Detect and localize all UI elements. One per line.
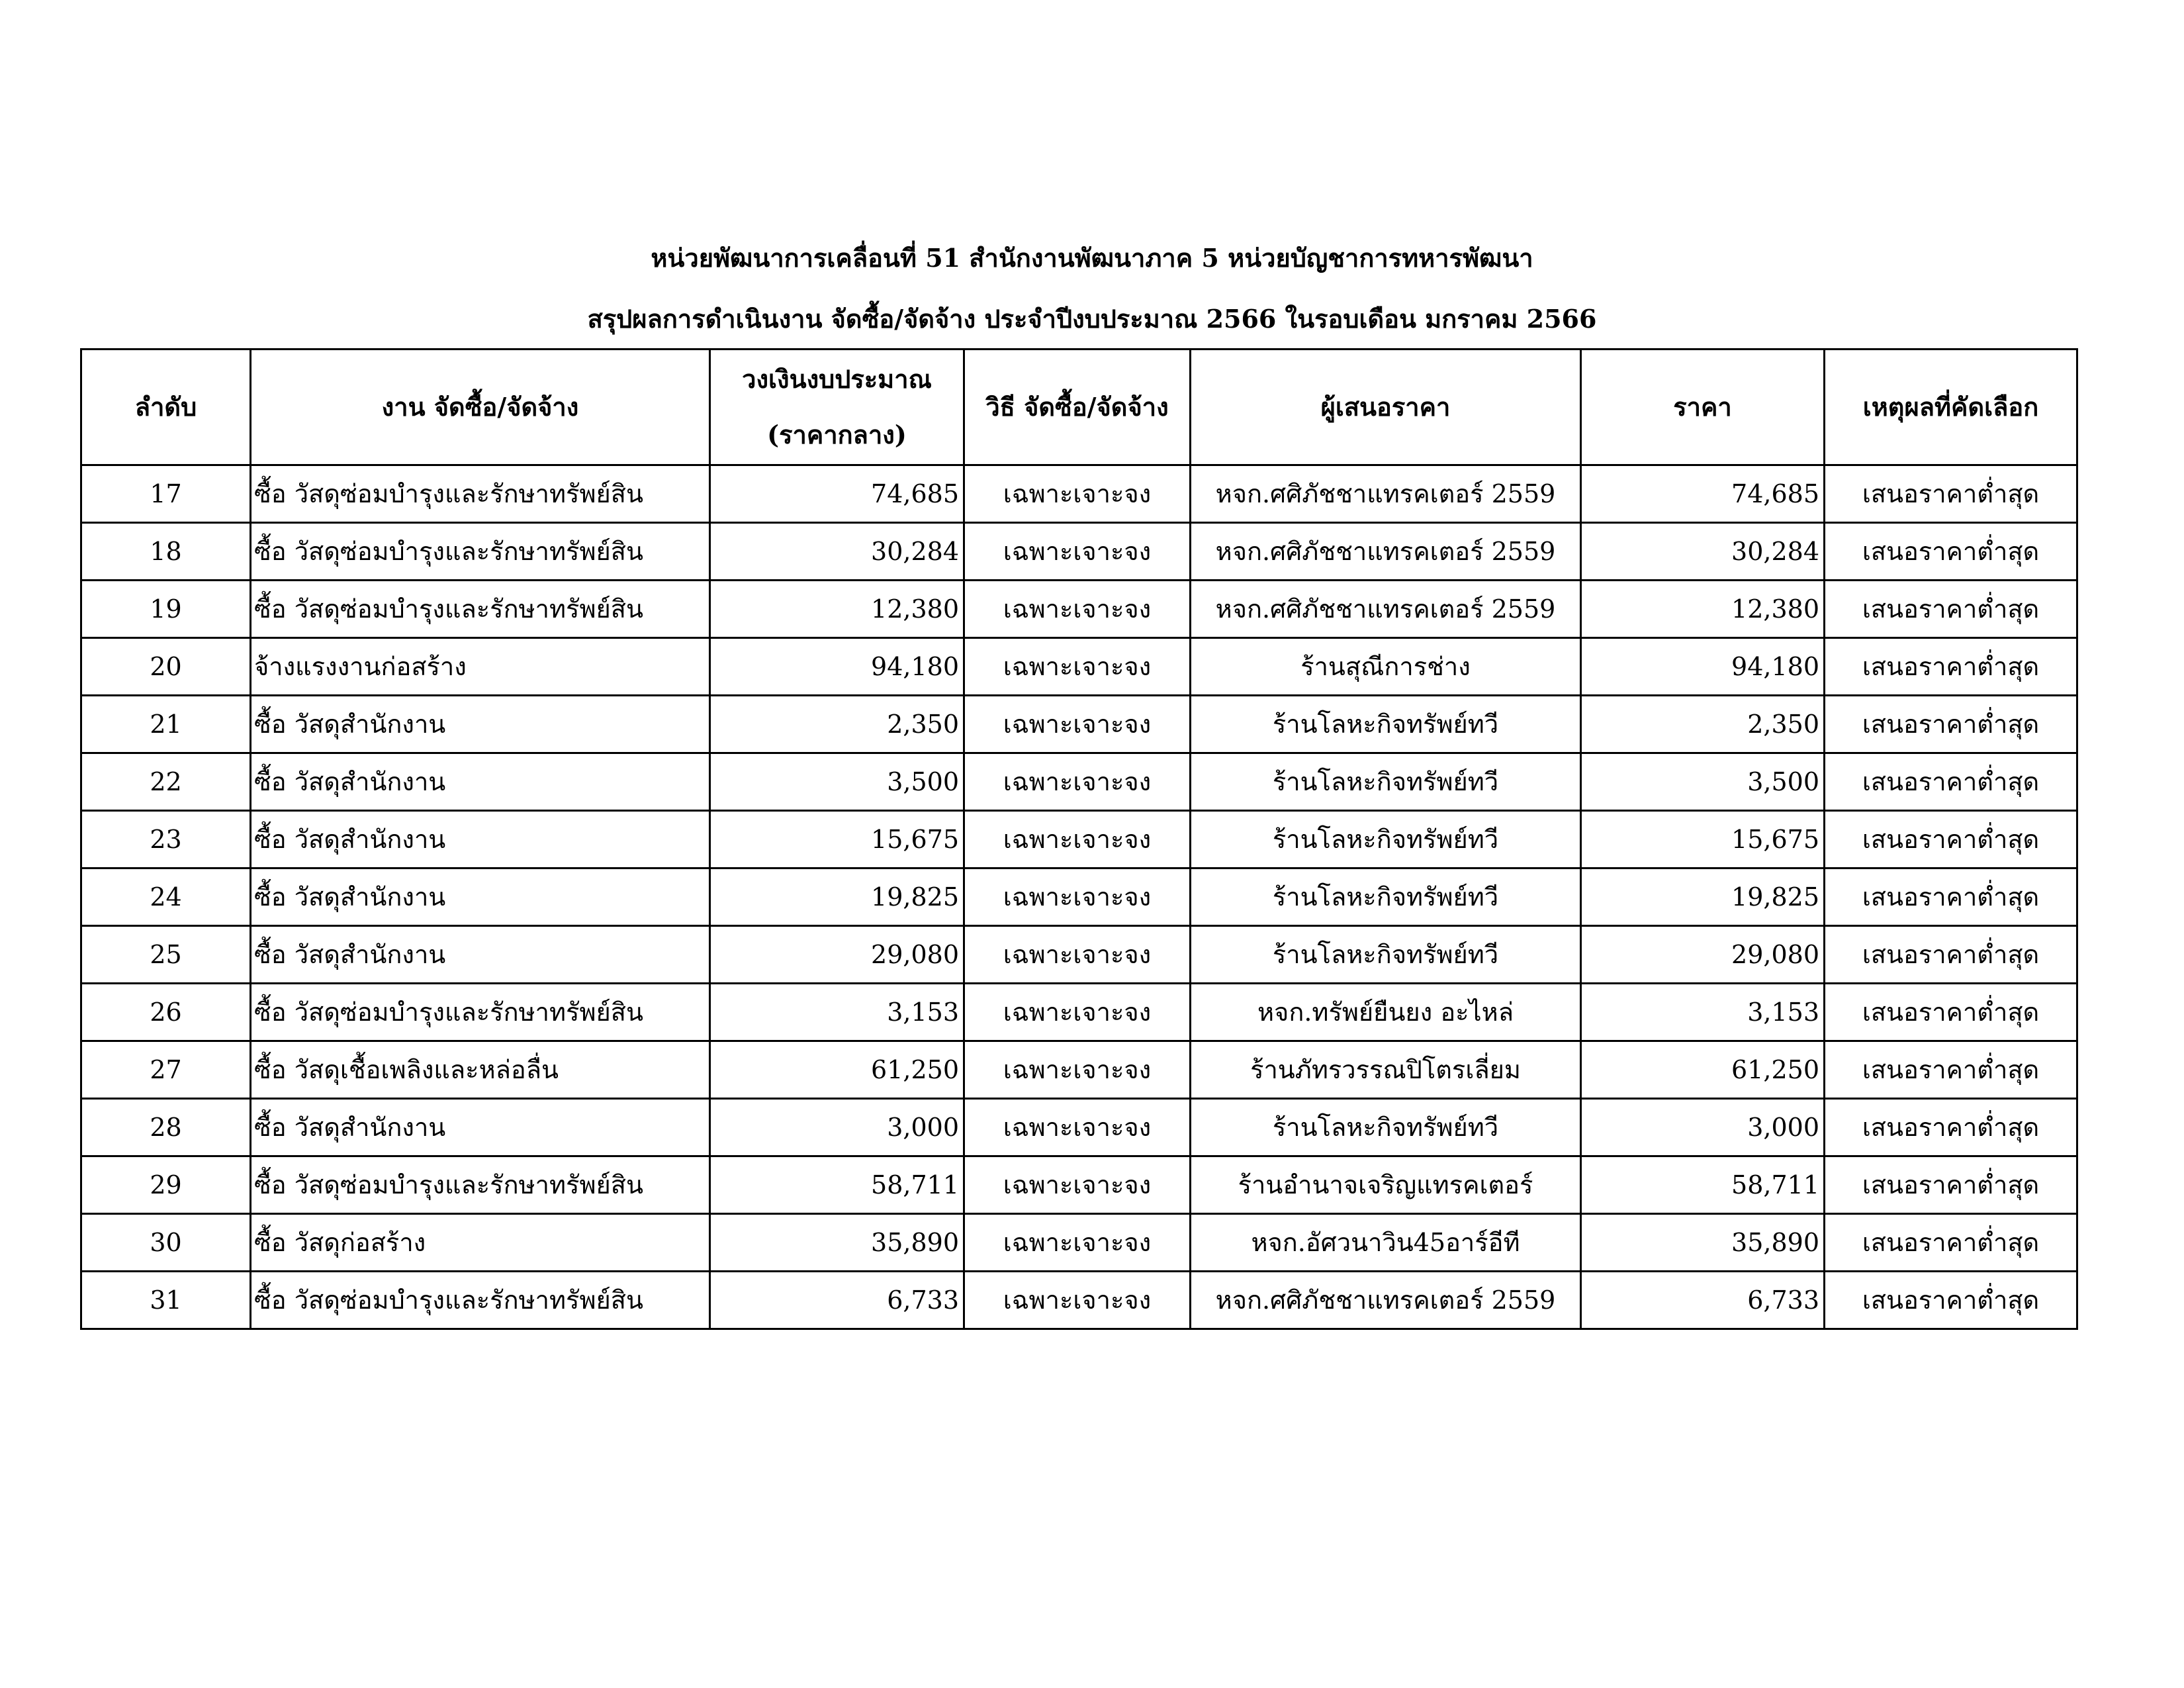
table-row bbox=[81, 523, 2077, 581]
cell-job: ซื้อ วัสดุสำนักงาน bbox=[251, 696, 710, 753]
cell-bidder: ร้านอำนาจเจริญแทรคเตอร์ bbox=[1191, 1156, 1581, 1214]
cell-reason: เสนอราคาต่ำสุด bbox=[1825, 1214, 2077, 1272]
cell-bidder: ร้านโลหะกิจทรัพย์ทวี bbox=[1191, 696, 1581, 753]
table-row bbox=[81, 1272, 2077, 1329]
cell-method: เฉพาะเจาะจง bbox=[964, 1156, 1191, 1214]
cell-method: เฉพาะเจาะจง bbox=[964, 1099, 1191, 1156]
cell-reason: เสนอราคาต่ำสุด bbox=[1825, 696, 2077, 753]
cell-price: 3,153 bbox=[1581, 984, 1825, 1041]
cell-bidder: ร้านโลหะกิจทรัพย์ทวี bbox=[1191, 811, 1581, 868]
cell-price: 19,825 bbox=[1581, 868, 1825, 926]
cell-budget: 6,733 bbox=[710, 1272, 964, 1329]
cell-job: ซื้อ วัสดุก่อสร้าง bbox=[251, 1214, 710, 1272]
cell-price: 2,350 bbox=[1581, 696, 1825, 753]
cell-reason: เสนอราคาต่ำสุด bbox=[1825, 1041, 2077, 1099]
cell-job: ซื้อ วัสดุสำนักงาน bbox=[251, 868, 710, 926]
table-row bbox=[81, 753, 2077, 811]
cell-reason: เสนอราคาต่ำสุด bbox=[1825, 1156, 2077, 1214]
cell-no: 21 bbox=[81, 696, 251, 753]
cell-price: 61,250 bbox=[1581, 1041, 1825, 1099]
cell-bidder: หจก.ทรัพย์ยืนยง อะไหล่ bbox=[1191, 984, 1581, 1041]
col-header-bidder: ผู้เสนอราคา bbox=[1191, 350, 1581, 465]
table-row bbox=[81, 465, 2077, 523]
table-row bbox=[81, 811, 2077, 868]
cell-job: จ้างแรงงานก่อสร้าง bbox=[251, 638, 710, 696]
cell-reason: เสนอราคาต่ำสุด bbox=[1825, 1099, 2077, 1156]
cell-budget: 2,350 bbox=[710, 696, 964, 753]
cell-budget: 29,080 bbox=[710, 926, 964, 984]
cell-reason: เสนอราคาต่ำสุด bbox=[1825, 465, 2077, 523]
cell-budget: 58,711 bbox=[710, 1156, 964, 1214]
table-row bbox=[81, 696, 2077, 753]
col-header-reason: เหตุผลที่คัดเลือก bbox=[1825, 350, 2077, 465]
table-row bbox=[81, 581, 2077, 638]
cell-job: ซื้อ วัสดุซ่อมบำรุงและรักษาทรัพย์สิน bbox=[251, 465, 710, 523]
cell-bidder: หจก.ศศิภัชชาแทรคเตอร์ 2559 bbox=[1191, 523, 1581, 581]
cell-price: 12,380 bbox=[1581, 581, 1825, 638]
table-header-row bbox=[81, 350, 2077, 465]
cell-budget: 3,500 bbox=[710, 753, 964, 811]
cell-method: เฉพาะเจาะจง bbox=[964, 581, 1191, 638]
cell-budget: 30,284 bbox=[710, 523, 964, 581]
cell-price: 30,284 bbox=[1581, 523, 1825, 581]
cell-method: เฉพาะเจาะจง bbox=[964, 926, 1191, 984]
cell-method: เฉพาะเจาะจง bbox=[964, 696, 1191, 753]
table-row bbox=[81, 1099, 2077, 1156]
cell-method: เฉพาะเจาะจง bbox=[964, 1041, 1191, 1099]
cell-no: 18 bbox=[81, 523, 251, 581]
cell-bidder: หจก.อัศวนาวิน45อาร์อีที bbox=[1191, 1214, 1581, 1272]
cell-price: 58,711 bbox=[1581, 1156, 1825, 1214]
cell-budget: 3,000 bbox=[710, 1099, 964, 1156]
cell-bidder: ร้านสุณีการช่าง bbox=[1191, 638, 1581, 696]
cell-no: 24 bbox=[81, 868, 251, 926]
cell-job: ซื้อ วัสดุสำนักงาน bbox=[251, 753, 710, 811]
cell-reason: เสนอราคาต่ำสุด bbox=[1825, 753, 2077, 811]
table-row bbox=[81, 926, 2077, 984]
cell-no: 27 bbox=[81, 1041, 251, 1099]
cell-reason: เสนอราคาต่ำสุด bbox=[1825, 984, 2077, 1041]
cell-method: เฉพาะเจาะจง bbox=[964, 638, 1191, 696]
col-header-no: ลำดับ bbox=[81, 350, 251, 465]
cell-job: ซื้อ วัสดุเชื้อเพลิงและหล่อลื่น bbox=[251, 1041, 710, 1099]
cell-budget: 61,250 bbox=[710, 1041, 964, 1099]
cell-no: 29 bbox=[81, 1156, 251, 1214]
col-header-price: ราคา bbox=[1581, 350, 1825, 465]
cell-bidder: ร้านโลหะกิจทรัพย์ทวี bbox=[1191, 868, 1581, 926]
cell-method: เฉพาะเจาะจง bbox=[964, 523, 1191, 581]
cell-bidder: ร้านภัทรวรรณปิโตรเลี่ยม bbox=[1191, 1041, 1581, 1099]
cell-budget: 94,180 bbox=[710, 638, 964, 696]
cell-reason: เสนอราคาต่ำสุด bbox=[1825, 638, 2077, 696]
cell-bidder: หจก.ศศิภัชชาแทรคเตอร์ 2559 bbox=[1191, 465, 1581, 523]
table-row bbox=[81, 638, 2077, 696]
table-body bbox=[81, 465, 2077, 1329]
cell-budget: 74,685 bbox=[710, 465, 964, 523]
table-row bbox=[81, 868, 2077, 926]
cell-price: 15,675 bbox=[1581, 811, 1825, 868]
cell-bidder: ร้านโลหะกิจทรัพย์ทวี bbox=[1191, 1099, 1581, 1156]
table-row bbox=[81, 1214, 2077, 1272]
cell-job: ซื้อ วัสดุซ่อมบำรุงและรักษาทรัพย์สิน bbox=[251, 1156, 710, 1214]
cell-reason: เสนอราคาต่ำสุด bbox=[1825, 926, 2077, 984]
cell-no: 31 bbox=[81, 1272, 251, 1329]
cell-no: 19 bbox=[81, 581, 251, 638]
col-header-budget-line2: (ราคากลาง) bbox=[767, 420, 907, 449]
cell-job: ซื้อ วัสดุสำนักงาน bbox=[251, 926, 710, 984]
cell-bidder: ร้านโลหะกิจทรัพย์ทวี bbox=[1191, 753, 1581, 811]
cell-budget: 12,380 bbox=[710, 581, 964, 638]
cell-method: เฉพาะเจาะจง bbox=[964, 1214, 1191, 1272]
col-header-method: วิธี จัดซื้อ/จัดจ้าง bbox=[964, 350, 1191, 465]
cell-budget: 15,675 bbox=[710, 811, 964, 868]
cell-price: 74,685 bbox=[1581, 465, 1825, 523]
cell-no: 25 bbox=[81, 926, 251, 984]
cell-method: เฉพาะเจาะจง bbox=[964, 753, 1191, 811]
cell-method: เฉพาะเจาะจง bbox=[964, 1272, 1191, 1329]
cell-no: 22 bbox=[81, 753, 251, 811]
cell-no: 23 bbox=[81, 811, 251, 868]
cell-bidder: ร้านโลหะกิจทรัพย์ทวี bbox=[1191, 926, 1581, 984]
cell-reason: เสนอราคาต่ำสุด bbox=[1825, 1272, 2077, 1329]
table-row bbox=[81, 1156, 2077, 1214]
cell-job: ซื้อ วัสดุซ่อมบำรุงและรักษาทรัพย์สิน bbox=[251, 1272, 710, 1329]
cell-no: 20 bbox=[81, 638, 251, 696]
cell-reason: เสนอราคาต่ำสุด bbox=[1825, 868, 2077, 926]
document-title: หน่วยพัฒนาการเคลื่อนที่ 51 สำนักงานพัฒนาภาค 5 หน่วยบัญชาการทหารพัฒนา bbox=[651, 243, 1533, 273]
cell-price: 3,000 bbox=[1581, 1099, 1825, 1156]
table-row bbox=[81, 984, 2077, 1041]
document-subtitle: สรุปผลการดำเนินงาน จัดซื้อ/จัดจ้าง ประจำปีงบประมาณ 2566 ในรอบเดือน มกราคม 2566 bbox=[587, 304, 1597, 334]
cell-no: 26 bbox=[81, 984, 251, 1041]
cell-budget: 35,890 bbox=[710, 1214, 964, 1272]
cell-job: ซื้อ วัสดุสำนักงาน bbox=[251, 1099, 710, 1156]
cell-job: ซื้อ วัสดุสำนักงาน bbox=[251, 811, 710, 868]
cell-reason: เสนอราคาต่ำสุด bbox=[1825, 581, 2077, 638]
cell-method: เฉพาะเจาะจง bbox=[964, 984, 1191, 1041]
col-header-budget bbox=[710, 350, 964, 465]
table-row bbox=[81, 1041, 2077, 1099]
col-header-job: งาน จัดซื้อ/จัดจ้าง bbox=[251, 350, 710, 465]
cell-bidder: หจก.ศศิภัชชาแทรคเตอร์ 2559 bbox=[1191, 581, 1581, 638]
cell-no: 17 bbox=[81, 465, 251, 523]
procurement-table bbox=[80, 348, 2078, 1330]
cell-bidder: หจก.ศศิภัชชาแทรคเตอร์ 2559 bbox=[1191, 1272, 1581, 1329]
cell-budget: 3,153 bbox=[710, 984, 964, 1041]
cell-budget: 19,825 bbox=[710, 868, 964, 926]
cell-method: เฉพาะเจาะจง bbox=[964, 811, 1191, 868]
cell-price: 94,180 bbox=[1581, 638, 1825, 696]
cell-price: 6,733 bbox=[1581, 1272, 1825, 1329]
cell-method: เฉพาะเจาะจง bbox=[964, 868, 1191, 926]
cell-price: 3,500 bbox=[1581, 753, 1825, 811]
cell-price: 35,890 bbox=[1581, 1214, 1825, 1272]
cell-price: 29,080 bbox=[1581, 926, 1825, 984]
cell-job: ซื้อ วัสดุซ่อมบำรุงและรักษาทรัพย์สิน bbox=[251, 984, 710, 1041]
cell-job: ซื้อ วัสดุซ่อมบำรุงและรักษาทรัพย์สิน bbox=[251, 581, 710, 638]
cell-job: ซื้อ วัสดุซ่อมบำรุงและรักษาทรัพย์สิน bbox=[251, 523, 710, 581]
cell-method: เฉพาะเจาะจง bbox=[964, 465, 1191, 523]
cell-no: 30 bbox=[81, 1214, 251, 1272]
cell-reason: เสนอราคาต่ำสุด bbox=[1825, 523, 2077, 581]
col-header-budget-line1: วงเงินงบประมาณ bbox=[742, 364, 932, 394]
cell-reason: เสนอราคาต่ำสุด bbox=[1825, 811, 2077, 868]
cell-no: 28 bbox=[81, 1099, 251, 1156]
